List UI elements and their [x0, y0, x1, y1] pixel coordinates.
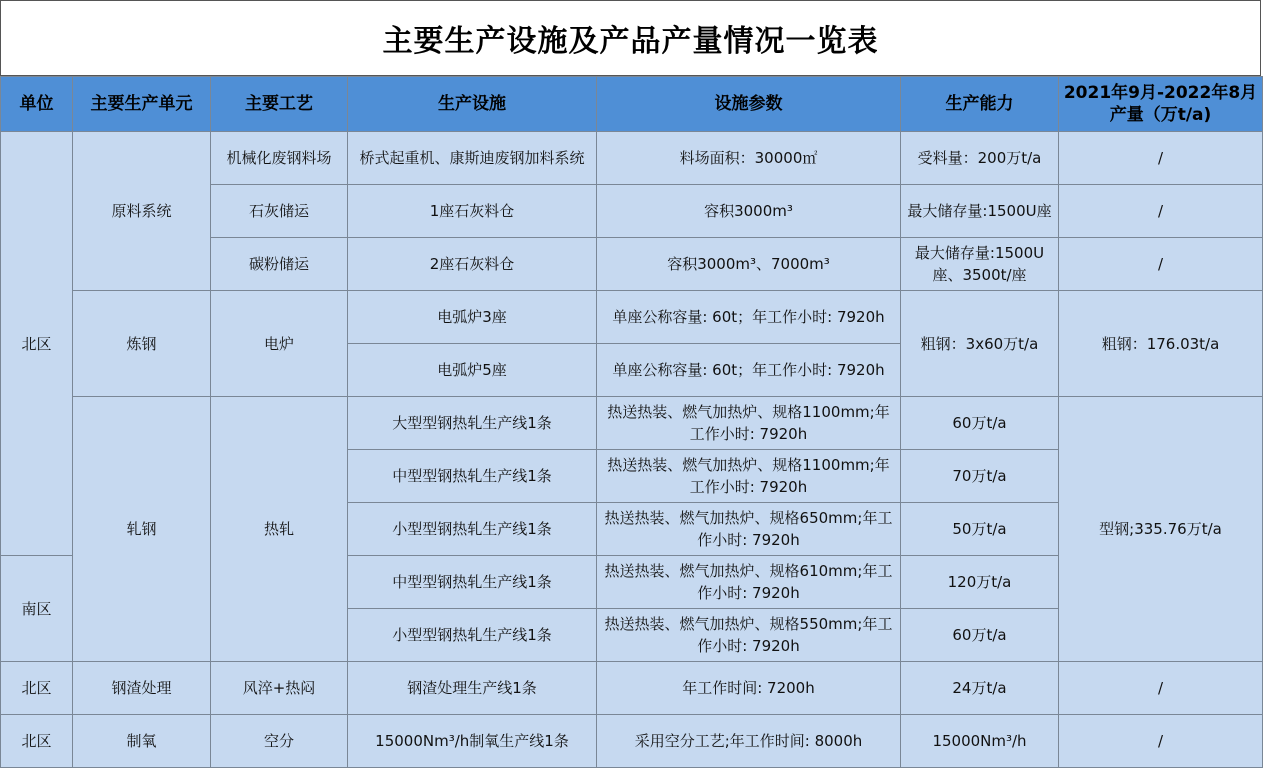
process-cell: 机械化废钢料场 [211, 132, 348, 185]
facility-cell: 1座石灰料仓 [348, 185, 597, 238]
output-cell: / [1059, 715, 1263, 768]
capacity-cell: 15000Nm³/h [901, 715, 1059, 768]
output-cell: / [1059, 662, 1263, 715]
output-cell: / [1059, 132, 1263, 185]
params-cell: 热送热装、燃气加热炉、规格550mm;年工作小时: 7920h [597, 609, 901, 662]
capacity-cell: 24万t/a [901, 662, 1059, 715]
capacity-cell: 50万t/a [901, 503, 1059, 556]
table-row [1, 715, 1263, 768]
output-cell: 型钢;335.76万t/a [1059, 397, 1263, 662]
production-unit-cell: 钢渣处理 [73, 662, 211, 715]
params-cell: 年工作时间: 7200h [597, 662, 901, 715]
params-cell: 热送热装、燃气加热炉、规格1100mm;年工作小时: 7920h [597, 397, 901, 450]
header-production-unit: 主要生产单元 [73, 77, 211, 132]
facility-cell: 中型型钢热轧生产线1条 [348, 450, 597, 503]
params-cell: 料场面积：30000㎡ [597, 132, 901, 185]
table-row [1, 662, 1263, 715]
facility-cell: 2座石灰料仓 [348, 238, 597, 291]
facility-cell: 中型型钢热轧生产线1条 [348, 556, 597, 609]
facility-cell: 小型型钢热轧生产线1条 [348, 503, 597, 556]
production-unit-cell: 原料系统 [73, 132, 211, 291]
params-cell: 采用空分工艺;年工作时间: 8000h [597, 715, 901, 768]
process-cell: 风淬+热闷 [211, 662, 348, 715]
unit-cell: 北区 [1, 662, 73, 715]
params-cell: 单座公称容量: 60t；年工作小时: 7920h [597, 291, 901, 344]
process-cell: 石灰储运 [211, 185, 348, 238]
capacity-cell: 60万t/a [901, 397, 1059, 450]
capacity-cell: 最大储存量:1500U座、3500t/座 [901, 238, 1059, 291]
header-capacity: 生产能力 [901, 77, 1059, 132]
params-cell: 热送热装、燃气加热炉、规格1100mm;年工作小时: 7920h [597, 450, 901, 503]
table-row [1, 397, 1263, 450]
page-title: 主要生产设施及产品产量情况一览表 [0, 0, 1261, 76]
params-cell: 容积3000m³、7000m³ [597, 238, 901, 291]
header-output: 2021年9月-2022年8月产量（万t/a) [1059, 77, 1263, 132]
production-unit-cell: 炼钢 [73, 291, 211, 397]
params-cell: 热送热装、燃气加热炉、规格610mm;年工作小时: 7920h [597, 556, 901, 609]
production-unit-cell: 制氧 [73, 715, 211, 768]
unit-cell: 北区 [1, 132, 73, 556]
table-row [1, 132, 1263, 185]
params-cell: 容积3000m³ [597, 185, 901, 238]
header-unit: 单位 [1, 77, 73, 132]
facility-cell: 小型型钢热轧生产线1条 [348, 609, 597, 662]
facility-cell: 桥式起重机、康斯迪废钢加料系统 [348, 132, 597, 185]
params-cell: 热送热装、燃气加热炉、规格650mm;年工作小时: 7920h [597, 503, 901, 556]
unit-cell: 北区 [1, 715, 73, 768]
capacity-cell: 最大储存量:1500U座 [901, 185, 1059, 238]
params-cell: 单座公称容量: 60t；年工作小时: 7920h [597, 344, 901, 397]
production-unit-cell: 轧钢 [73, 397, 211, 662]
output-cell: / [1059, 238, 1263, 291]
capacity-cell: 粗钢：3x60万t/a [901, 291, 1059, 397]
capacity-cell: 120万t/a [901, 556, 1059, 609]
header-params: 设施参数 [597, 77, 901, 132]
process-cell: 热轧 [211, 397, 348, 662]
facility-cell: 15000Nm³/h制氧生产线1条 [348, 715, 597, 768]
capacity-cell: 60万t/a [901, 609, 1059, 662]
process-cell: 空分 [211, 715, 348, 768]
header-process: 主要工艺 [211, 77, 348, 132]
facility-cell: 电弧炉5座 [348, 344, 597, 397]
process-cell: 碳粉储运 [211, 238, 348, 291]
output-cell: / [1059, 185, 1263, 238]
output-cell: 粗钢：176.03t/a [1059, 291, 1263, 397]
facility-cell: 钢渣处理生产线1条 [348, 662, 597, 715]
facility-cell: 电弧炉3座 [348, 291, 597, 344]
unit-cell: 南区 [1, 556, 73, 662]
facility-table [0, 76, 1263, 768]
facility-cell: 大型型钢热轧生产线1条 [348, 397, 597, 450]
capacity-cell: 70万t/a [901, 450, 1059, 503]
header-facility: 生产设施 [348, 77, 597, 132]
capacity-cell: 受料量：200万t/a [901, 132, 1059, 185]
table-row [1, 291, 1263, 344]
header-row [1, 77, 1263, 132]
process-cell: 电炉 [211, 291, 348, 397]
